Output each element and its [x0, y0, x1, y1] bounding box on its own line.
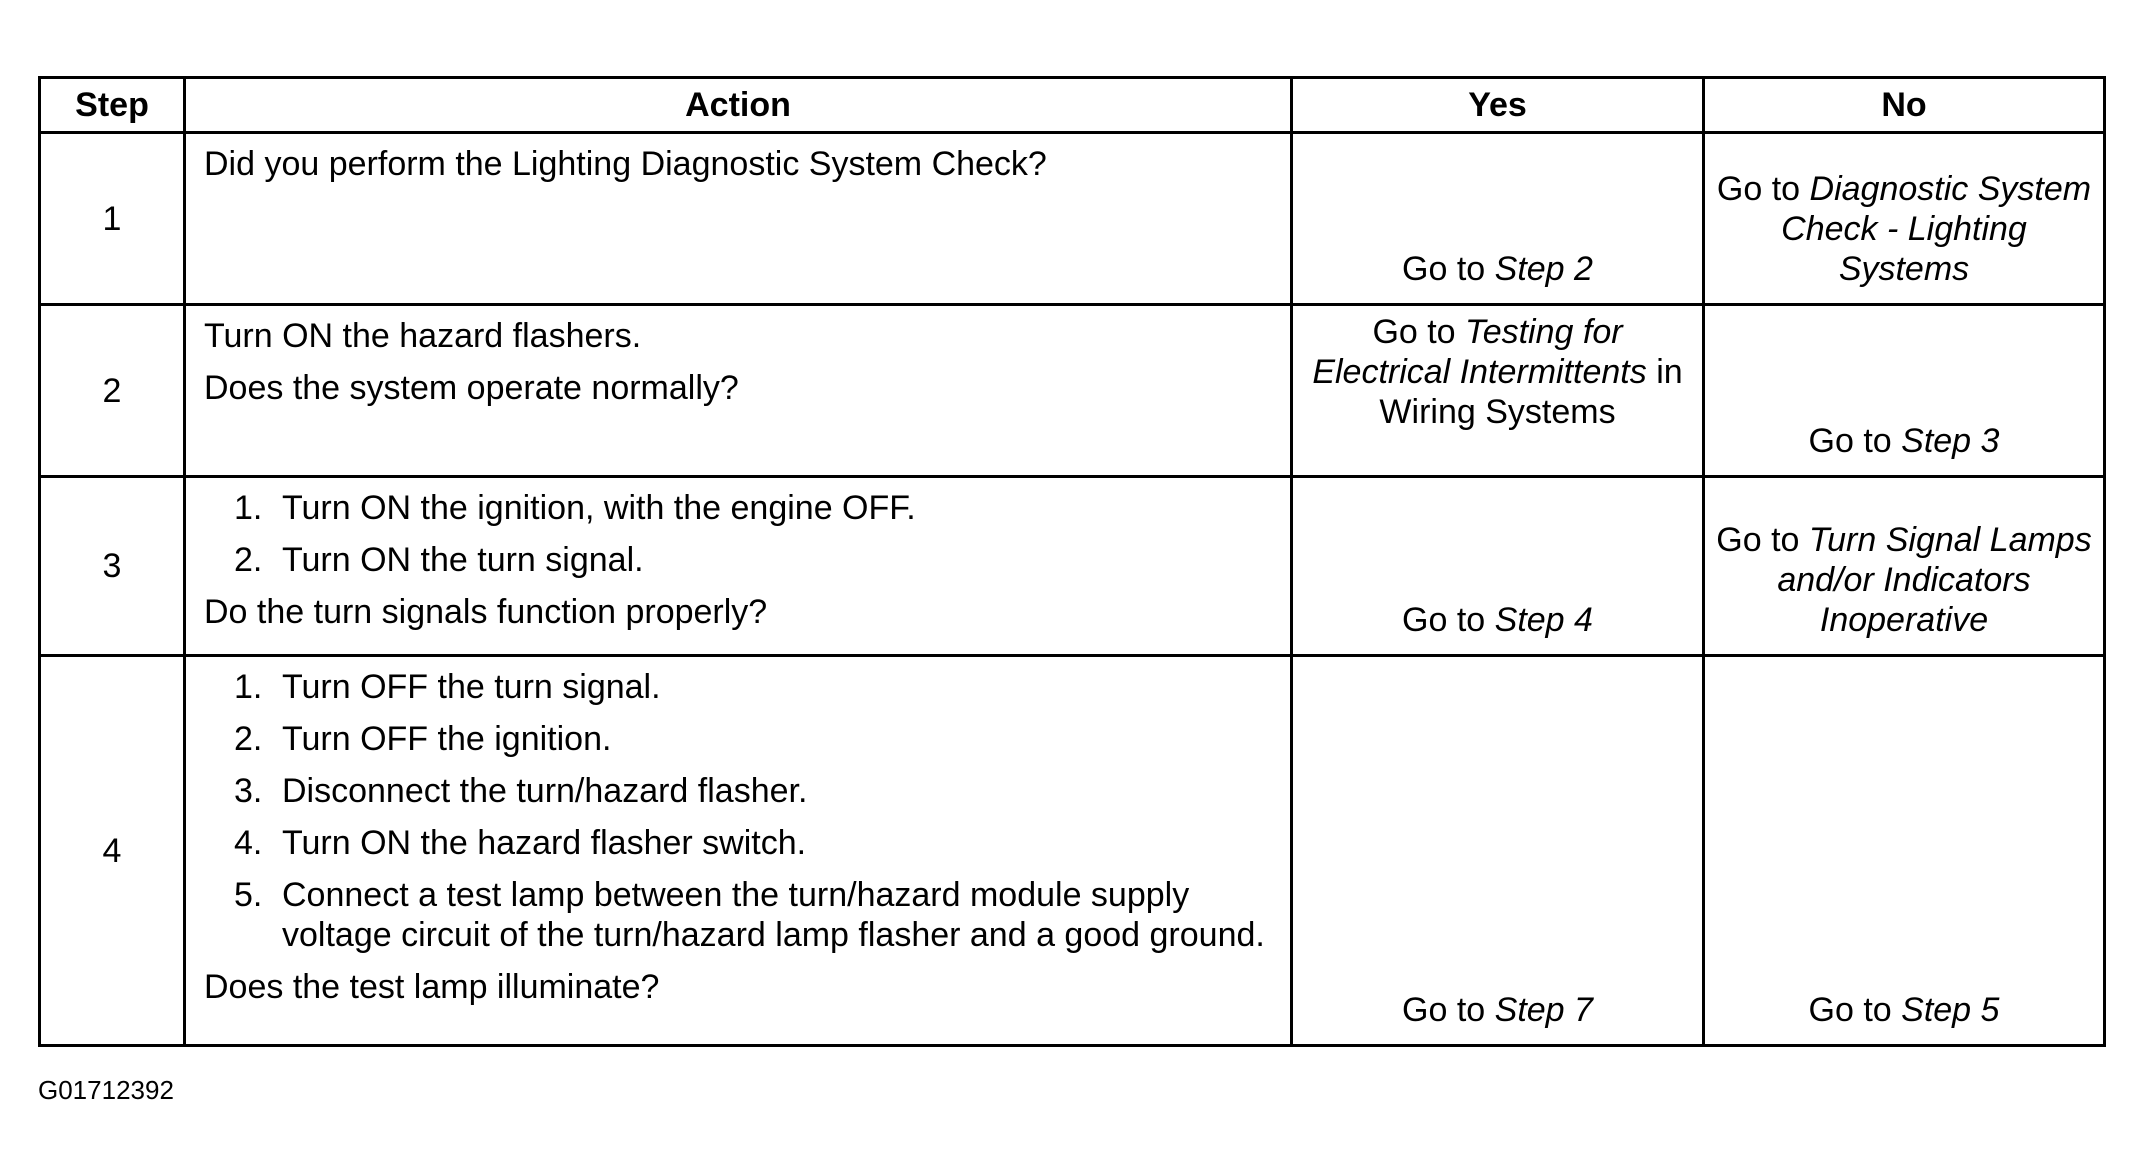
yes-cell: [1292, 133, 1704, 305]
no-prefix: Go to: [1808, 991, 1902, 1029]
list-item: 1. Turn OFF the turn signal.: [234, 668, 661, 706]
list-item: 2. Turn ON the turn signal.: [234, 541, 644, 579]
yes-cell: [1292, 305, 1704, 477]
header-no: No: [1704, 78, 2105, 133]
yes-link[interactable]: Step 7: [1494, 991, 1593, 1029]
list-item: 3. Disconnect the turn/hazard flasher.: [234, 772, 808, 810]
yes-prefix: Go to: [1402, 250, 1495, 288]
yes-prefix: Go to: [1402, 601, 1495, 639]
no-link[interactable]: Step 5: [1901, 991, 2000, 1029]
yes-link[interactable]: Step 4: [1494, 601, 1593, 639]
yes-link[interactable]: Testing for Electrical Intermittents: [1312, 313, 1647, 391]
no-prefix: Go to: [1716, 170, 1810, 208]
action-question: Do the turn signals function properly?: [204, 593, 768, 631]
yes-link[interactable]: Step 2: [1494, 250, 1593, 288]
action-cell: [185, 656, 1292, 1046]
action-text: Turn ON the hazard flashers.: [204, 317, 642, 355]
yes-suffix: in Wiring Systems: [1379, 353, 1683, 431]
header-row: [40, 78, 2105, 133]
header-yes: Yes: [1292, 78, 1704, 133]
yes-prefix: Go to: [1372, 313, 1466, 351]
table-row: [40, 477, 2105, 656]
header-action: Action: [185, 78, 1292, 133]
no-cell: [1704, 656, 2105, 1046]
action-list: [204, 667, 1272, 955]
action-question: Does the test lamp illuminate?: [204, 968, 660, 1006]
yes-cell: [1292, 656, 1704, 1046]
yes-prefix: Go to: [1402, 991, 1495, 1029]
action-list: [204, 488, 1272, 580]
action-question: Does the system operate normally?: [204, 369, 739, 407]
step-number: 4: [40, 656, 185, 1046]
no-link[interactable]: Diagnostic System Check - Lighting Systems: [1781, 170, 2092, 288]
list-item: 2. Turn OFF the ignition.: [234, 720, 612, 758]
table-row: [40, 133, 2105, 305]
figure-id: G01712392: [38, 1075, 174, 1105]
list-item: 5. Connect a test lamp between the turn/hazard module supply voltage circuit of the turn/hazard lamp flasher and a good ground.: [234, 876, 1265, 954]
list-item: 1. Turn ON the ignition, with the engine OFF.: [234, 489, 916, 527]
step-number: 1: [40, 133, 185, 305]
step-number: 2: [40, 305, 185, 477]
no-link[interactable]: Turn Signal Lamps and/or Indicators Inoperative: [1777, 521, 2092, 639]
header-step: Step: [40, 78, 185, 133]
no-cell: [1704, 305, 2105, 477]
yes-cell: [1292, 477, 1704, 656]
diagnostic-table: [38, 76, 2106, 1047]
no-cell: [1704, 477, 2105, 656]
action-cell: [185, 477, 1292, 656]
no-link[interactable]: Step 3: [1901, 422, 2000, 460]
no-prefix: Go to: [1808, 422, 1902, 460]
list-item: 4. Turn ON the hazard flasher switch.: [234, 824, 807, 862]
no-prefix: Go to: [1716, 521, 1809, 559]
table-row: [40, 305, 2105, 477]
action-cell: [185, 305, 1292, 477]
step-number: 3: [40, 477, 185, 656]
no-cell: [1704, 133, 2105, 305]
action-text: Did you perform the Lighting Diagnostic System Check?: [204, 145, 1047, 183]
action-cell: [185, 133, 1292, 305]
table-row: [40, 656, 2105, 1046]
